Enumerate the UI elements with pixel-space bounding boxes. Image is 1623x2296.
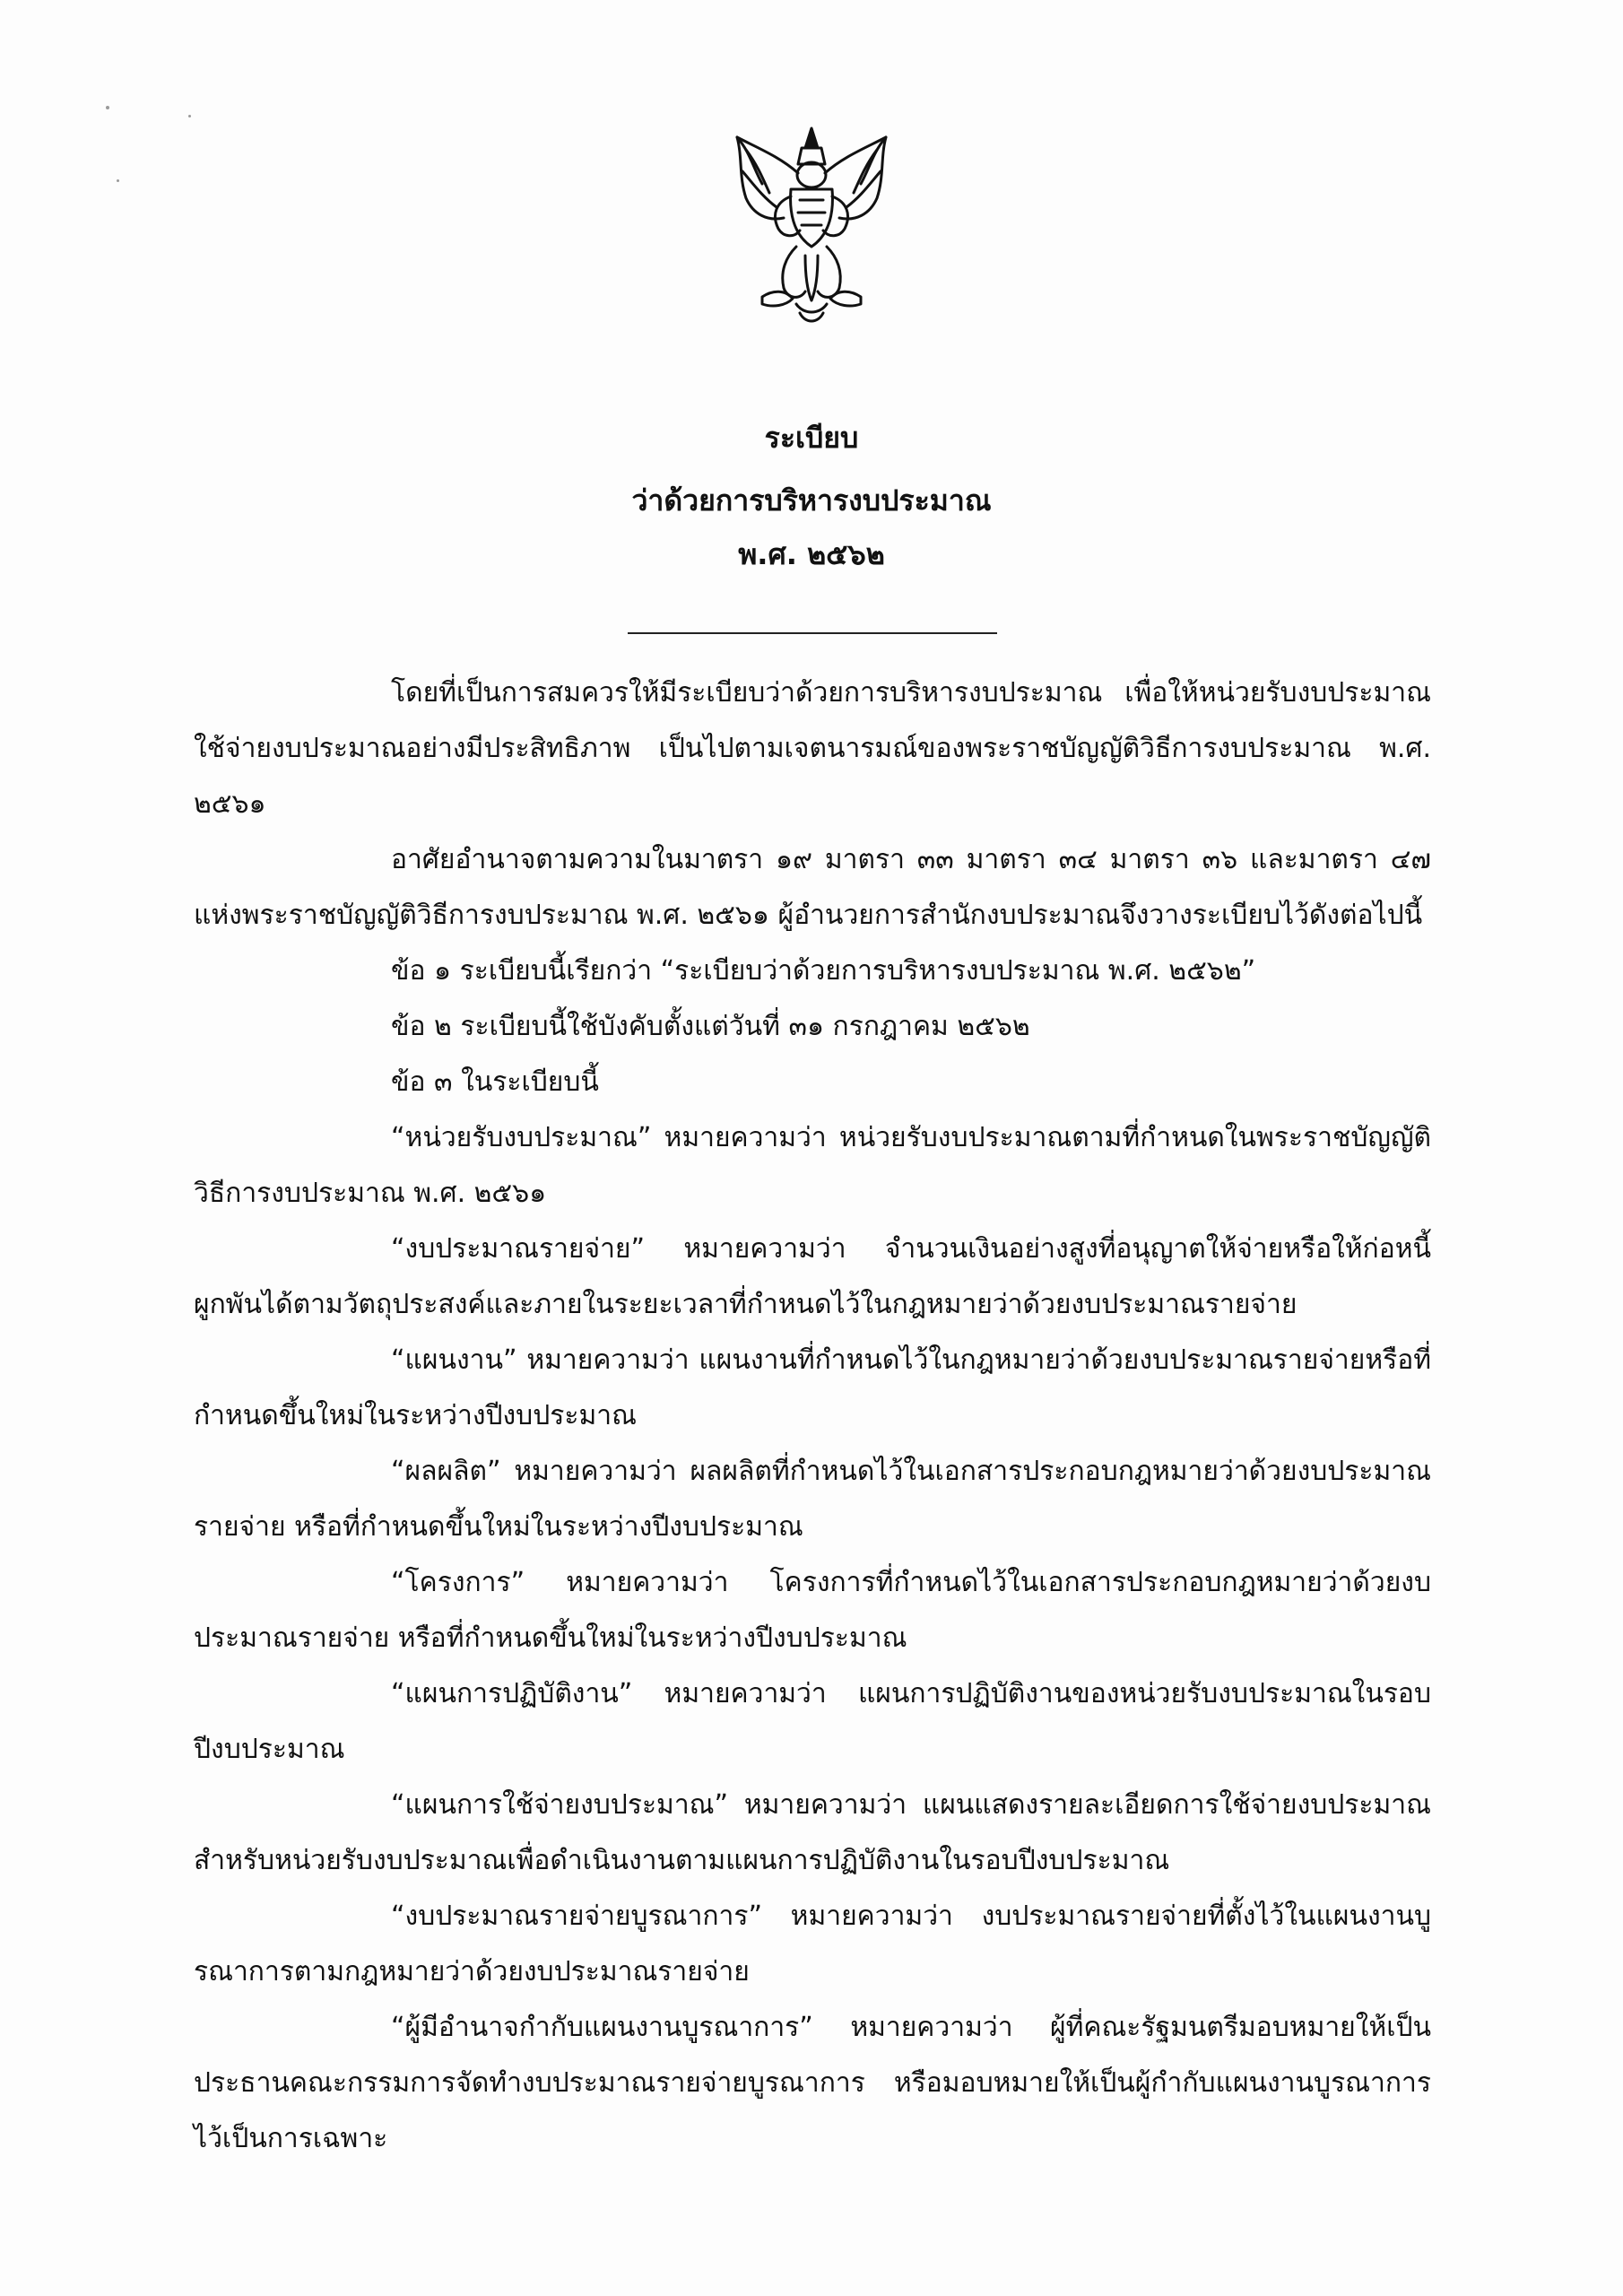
definition-paragraph: “แผนการปฏิบัติงาน” หมายความว่า แผนการปฏิบัติงานของหน่วยรับงบประมาณในรอบปีงบประมาณ — [194, 1678, 1431, 1765]
clause-paragraph: ข้อ ๓ ในระเบียบนี้ — [391, 1066, 599, 1098]
scan-speck — [106, 106, 109, 109]
definition-paragraph: “ผู้มีอำนาจกำกับแผนงานบูรณาการ” หมายความว่า ผู้ที่คณะรัฐมนตรีมอบหมายให้เป็นประธานคณะกรรมการจัดทำงบประมาณรายจ่ายบูรณาการ หรือมอบหมายให้เป็นผู้กำกับแผนงานบูรณาการไว้เป็นการเฉพาะ — [194, 2012, 1431, 2154]
scan-speck — [117, 179, 119, 182]
document-title: ระเบียบ — [764, 421, 859, 455]
preamble-paragraph: อาศัยอำนาจตามความในมาตรา ๑๙ มาตรา ๓๓ มาตรา ๓๔ มาตรา ๓๖ และมาตรา ๔๗ แห่งพระราชบัญญัติวิธีการงบประมาณ พ.ศ. ๒๕๖๑ ผู้อำนวยการสำนักงบประมาณจึงวางระเบียบไว้ดังต่อไปนี้ — [194, 844, 1431, 931]
clause-paragraph: ข้อ ๒ ระเบียบนี้ใช้บังคับตั้งแต่วันที่ ๓๑ กรกฎาคม ๒๕๖๒ — [391, 1011, 1030, 1042]
definition-paragraph: “แผนการใช้จ่ายงบประมาณ” หมายความว่า แผนแสดงรายละเอียดการใช้จ่ายงบประมาณสำหรับหน่วยรับงบประมาณเพื่อดำเนินงานตามแผนการปฏิบัติงานในรอบปีงบประมาณ — [194, 1789, 1431, 1876]
document-body — [194, 665, 1431, 2167]
document-subtitle: ว่าด้วยการบริหารงบประมาณ — [631, 483, 992, 517]
definition-paragraph: “แผนงาน” หมายความว่า แผนงานที่กำหนดไว้ในกฎหมายว่าด้วยงบประมาณรายจ่ายหรือที่กำหนดขึ้นใหม่ในระหว่างปีงบประมาณ — [194, 1344, 1431, 1431]
definition-paragraph: “ผลผลิต” หมายความว่า ผลผลิตที่กำหนดไว้ในเอกสารประกอบกฎหมายว่าด้วยงบประมาณรายจ่าย หรือที่กำหนดขึ้นใหม่ในระหว่างปีงบประมาณ — [194, 1456, 1431, 1543]
definition-paragraph: “งบประมาณรายจ่าย” หมายความว่า จำนวนเงินอย่างสูงที่อนุญาตให้จ่ายหรือให้ก่อหนี้ผูกพันได้ตามวัตถุประสงค์และภายในระยะเวลาที่กำหนดไว้ในกฎหมายว่าด้วยงบประมาณรายจ่าย — [194, 1233, 1431, 1320]
definition-paragraph: “หน่วยรับงบประมาณ” หมายความว่า หน่วยรับงบประมาณตามที่กำหนดในพระราชบัญญัติวิธีการงบประมาณ พ.ศ. ๒๕๖๑ — [194, 1122, 1431, 1209]
definition-paragraph: “โครงการ” หมายความว่า โครงการที่กำหนดไว้ในเอกสารประกอบกฎหมายว่าด้วยงบประมาณรายจ่าย หรือที่กำหนดขึ้นใหม่ในระหว่างปีงบประมาณ — [194, 1567, 1431, 1654]
definition-paragraph: “งบประมาณรายจ่ายบูรณาการ” หมายความว่า งบประมาณรายจ่ายที่ตั้งไว้ในแผนงานบูรณาการตามกฎหมายว่าด้วยงบประมาณรายจ่าย — [194, 1900, 1431, 1987]
title-divider — [628, 632, 997, 634]
preamble-paragraph: โดยที่เป็นการสมควรให้มีระเบียบว่าด้วยการบริหารงบประมาณ เพื่อให้หน่วยรับงบประมาณใช้จ่ายงบประมาณอย่างมีประสิทธิภาพ เป็นไปตามเจตนารมณ์ของพระราชบัญญัติวิธีการงบประมาณ พ.ศ. ๒๕๖๑ — [194, 677, 1431, 820]
scan-speck — [188, 115, 191, 117]
clause-paragraph: ข้อ ๑ ระเบียบนี้เรียกว่า “ระเบียบว่าด้วยการบริหารงบประมาณ พ.ศ. ๒๕๖๒” — [391, 955, 1256, 987]
garuda-emblem-icon — [726, 121, 897, 332]
document-year: พ.ศ. ๒๕๖๒ — [738, 537, 885, 571]
